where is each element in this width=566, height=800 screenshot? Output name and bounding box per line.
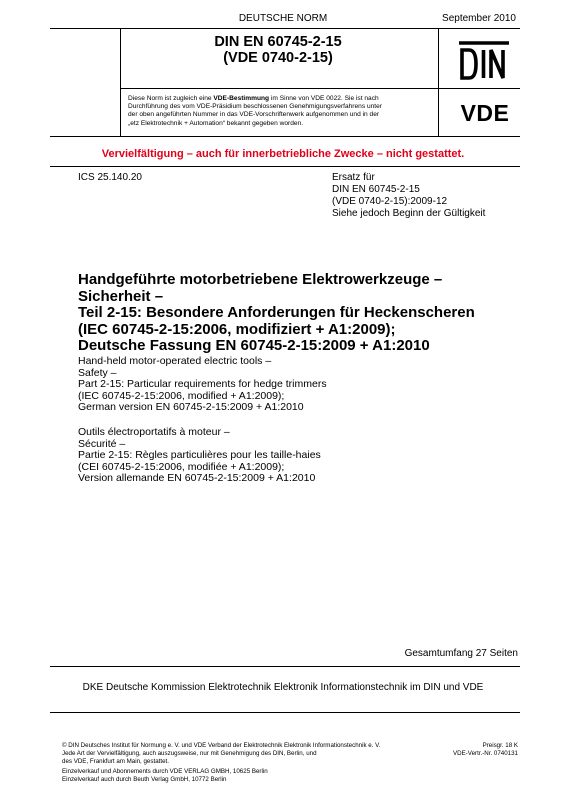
title-german [78,272,520,355]
title-german-line-1: Handgeführte motorbetriebene Elektrowerkzeuge – [78,271,443,288]
total-pages: Gesamtumfang 27 Seiten [404,648,518,659]
warning-rule [50,166,520,167]
sales-info [62,768,268,784]
din-logo-graphic [459,40,509,82]
title-english-line-2: Safety – [78,366,117,379]
replacement-line-4: Siehe jedoch Beginn der Gültigkeit [332,208,486,219]
norm-type: DEUTSCHE NORM [238,13,328,24]
title-box-divider [120,88,520,89]
vde-notice-line-1: Diese Norm ist zugleich eine VDE-Bestimmung im Sinne von VDE 0022. Sie ist nach [128,95,379,102]
title-french-line-4: (CEI 60745-2-15:2006, modifiée + A1:2009); [78,460,285,473]
title-english-line-4: (IEC 60745-2-15:2006, modified + A1:2009); [78,389,285,402]
standard-number: DIN EN 60745-2-15 [214,34,342,50]
logo-column-divider [438,28,439,136]
vde-number: (VDE 0740-2-15) [223,50,333,66]
replacement-line-2: DIN EN 60745-2-15 [332,184,420,195]
standard-number-block [120,34,436,66]
copyright-notice [62,742,462,765]
title-box-left-edge [120,28,121,136]
title-english [78,356,520,414]
title-french [78,427,520,485]
dke-rule [50,712,520,713]
replacement-line-1: Ersatz für [332,172,375,183]
ics-code: ICS 25.140.20 [78,172,142,183]
sales-line-2: Einzelverkauf auch durch Beuth Verlag GmbH, 10772 Berlin [62,775,227,783]
copyright-line-3: des VDE, Frankfurt am Main, gestattet. [62,757,169,765]
vde-notice-line-4: „etz Elektrotechnik + Automation“ bekannt gegeben worden. [128,119,304,127]
title-french-line-2: Sécurité – [78,437,126,450]
vde-notice-line-2: Durchführung des vom VDE-Präsidium beschlossenen Genehmigungsverfahrens unter [128,103,382,111]
replacement-info [332,172,485,220]
title-french-line-5: Version allemande EN 60745-2-15:2009 + A1:2010 [78,472,316,485]
title-german-line-3: Teil 2-15: Besondere Anforderungen für Heckenscheren [78,304,475,321]
din-logo [459,40,509,82]
title-german-line-5: Deutsche Fassung EN 60745-2-15:2009 + A1:2010 [78,337,430,354]
title-english-line-3: Part 2-15: Particular requirements for hedge trimmers [78,378,327,391]
vde-logo: VDE [460,100,510,126]
copyright-line-2: Jede Art der Vervielfältigung, auch auszugsweise, nur mit Genehmigung des DIN, Berlin, und [62,749,317,757]
title-french-line-1: Outils électroportatifs à moteur – [78,426,230,438]
title-box-bottom-rule [50,136,520,137]
price-info [453,742,518,758]
pages-rule [50,666,520,667]
vde-notice-line-3: der oben angeführten Nummer in das VDE-Vorschriftenwerk aufgenommen und in der [128,111,380,119]
vde-notice [128,95,434,128]
title-german-line-4: (IEC 60745-2-15:2006, modifiziert + A1:2009); [78,320,396,338]
title-french-line-3: Partie 2-15: Règles particulières pour les taille-haies [78,449,321,462]
price-group: Preisgr. 18 K [482,742,518,749]
title-english-line-5: German version EN 60745-2-15:2009 + A1:2010 [78,401,304,414]
sales-line-1: Einzelverkauf und Abonnements durch VDE VERLAG GMBH, 10625 Berlin [62,768,268,775]
vde-order-number: VDE-Vertr.-Nr. 0740131 [453,749,518,757]
copyright-line-1: © DIN Deutsches Institut für Normung e. V. und VDE Verband der Elektrotechnik Elektronik Informationstechnik e. V. [62,742,381,749]
dke-line: DKE Deutsche Kommission Elektrotechnik Elektronik Informationstechnik im DIN und VDE [82,682,484,693]
copy-warning: Vervielfältigung – auch für innerbetriebliche Zwecke – nicht gestattet. [101,148,465,160]
publication-date: September 2010 [442,13,516,24]
title-german-line-2: Sicherheit – [78,287,164,305]
replacement-line-3: (VDE 0740-2-15):2009-12 [332,196,448,207]
title-english-line-1: Hand-held motor-operated electric tools – [78,355,272,367]
